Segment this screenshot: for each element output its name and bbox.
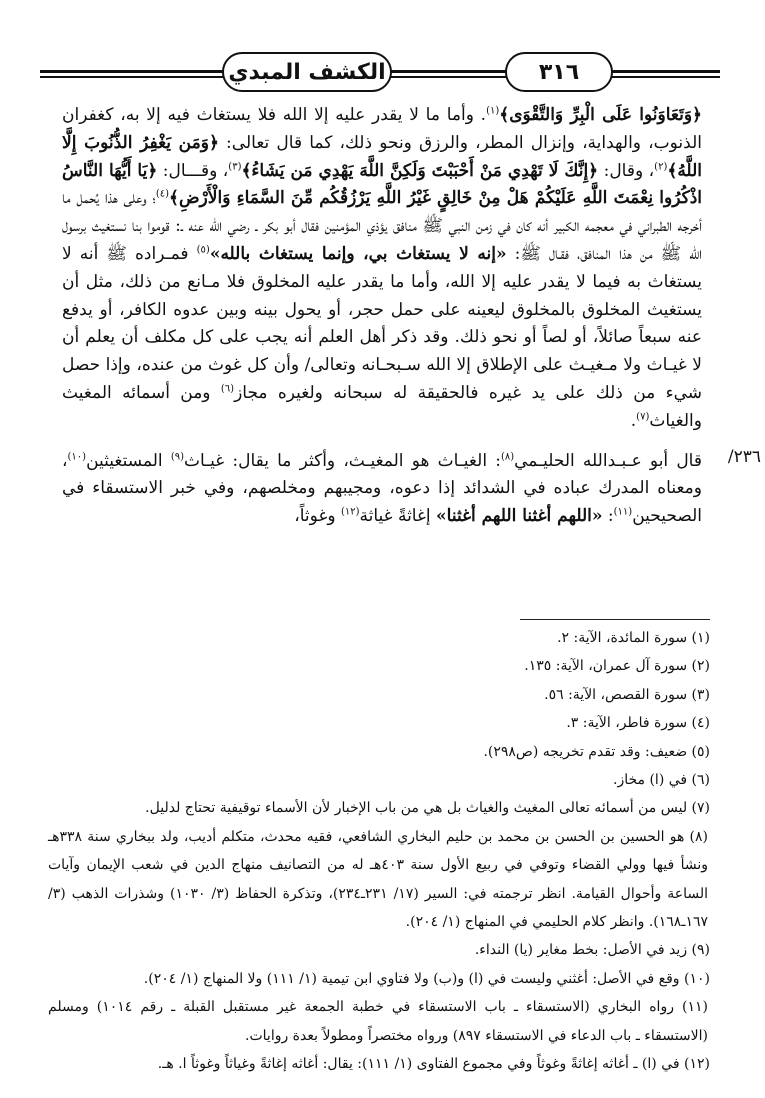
footnote-ref: (٩) [170, 450, 184, 462]
footnote-ref: (٦) [220, 383, 235, 395]
body-text: ، وقـــال: [157, 160, 229, 181]
footnote: (١٠) وقع في الأصل: أغثني وليست في (ا) و(ب) ولا فتاوي ابن تيمية (١/ ١١١) ولا المنهاج (١/ ٢٠٤). [143, 970, 710, 987]
footnote-ref: (٣) [228, 160, 242, 172]
footnote-separator [520, 619, 710, 620]
body-text: : [602, 506, 614, 527]
quran-verse: ﴿إِنَّكَ لَا تَهْدِي مَنْ أَحْبَبْتَ وَلَكِنَّ اللَّهَ يَهْدِي مَن يَشَاءُ﴾ [241, 160, 599, 181]
book-title: الكشف المبدي [222, 52, 392, 92]
footnote: (٥) ضعيف: وقد تقدم تخريجه (ص٢٩٨). [483, 743, 710, 760]
footnote: (٣) سورة القصص، الآية: ٥٦. [544, 686, 710, 703]
body-text: ، ومعناه المدرك عباده في الشدائد إذا دعوه، ومجيبهم ومخلصهم، وفي خبر الاستسقاء في الصحيحين [62, 450, 702, 527]
paragraph-2 [62, 448, 702, 531]
footnote: (٩) زيد في الأصل: بخط مغاير (يا) النداء. [474, 942, 710, 959]
footnotes [48, 624, 710, 1079]
footnote: (٨) هو الحسين بن الحسن بن محمد بن حليم البخاري الشافعي، فقيه محدث، متكلم أديب، ولد ببخاري سنة ٣٣٨هـ ونشأ فيها وولي القضاء وتوفي في ربيع الأول سنة ٤٠٣هـ له من التصانيف منهاج الدين في شعب الإيمان وآيات الساعة وأحوال القيامة. انظر ترجمته في: السير (١٧/ ٢٣١ـ٢٣٤)، وتذكرة الحفاظ (٣/ ١٠٣٠) وشذرات الذهب (٣/ ١٦٧ـ١٦٨). وانظر كلام الحليمي في المنهاج (١/ ٢٠٤). [48, 828, 709, 931]
paragraph-1 [62, 102, 702, 436]
body-text: . [630, 410, 637, 431]
footnote-ref: (٢) [654, 160, 668, 172]
footnote: (٦) في (ا) مخاز. [613, 772, 710, 789]
body-text: وغوثاً، [294, 506, 341, 527]
body-text: المستغيثين [86, 450, 171, 471]
quran-verse: ﴿وَتَعَاوَنُوا عَلَى الْبِرِّ وَالتَّقْوَى﴾ [499, 105, 702, 125]
body-text: فمـراده ﷺ أنه لا يستغاث به فيما لا يقدر عليه إلا الله، وأما ما يقدر عليه المخلوق فلا مـانع من ذلك، مثل أن يستغيث المخلوق بالمخلوق ليعينه على حمل حجر، أو يحول بينه وبين عدوه الكافر، أو يدفع عنه سبعاً صائلاً، أو لصاً أو نحو ذلك. وقد ذكر أهل العلم أنه يجب على كل مكلف أن يعلم أن لا غيـاث ولا مـغيـث على الإطلاق إلا الله سـبحـانه وتعالى/ وأن كل غوث من عنده، وإذا حصل شيء من ذلك على يد غيره فالحقيقة له سبحانه ولغيره مجاز [62, 243, 702, 403]
body-text: ؛ وعلى هذا يُحمل ما أخرجه الطبراني في معجمه الكبير أنه كان في زمن النبي ﷺ منافق يؤذي المؤمنين فقال أبو بكر ـ رضي الله عنه ـ: قوموا بنا نستغيث برسول الله ﷺ من هذا المنافق، فقـال ﷺ: [62, 188, 702, 264]
footnote-ref: (١١) [613, 506, 633, 518]
footnote: (٢) سورة آل عمران، الآية: ١٣٥. [524, 658, 710, 675]
footnote: (١) سورة المائدة، الآية: ٢. [557, 630, 710, 646]
main-text [62, 102, 702, 543]
body-text: ومن أسمائه المغيث والغياث [62, 382, 702, 431]
footnote-ref: (١٢) [340, 506, 360, 518]
body-text: . وأما ما لا يقدر عليه إلا الله فلا يستغاث فيه إلا به، كغفران الذنوب، والهداية، وإنزال المطر، والرزق ونحو ذلك، كما قال تعالى: [62, 105, 702, 153]
footnote: (١١) رواه البخاري (الاستسقاء ـ باب الاستسقاء في خطبة الجمعة غير مستقبل القبلة ـ رقم ١٠١٤) ومسلم (الاستسقاء ـ باب الدعاء في الاستسقاء ٨٩٧) ورواه مختصراً ومطولاً بعدة روايات. [48, 999, 708, 1044]
footnote: (٤) سورة فاطر، الآية: ٣. [566, 715, 710, 732]
footnote-ref: (٤) [155, 188, 170, 200]
footnote: (١٢) في (ا) ـ أغاثه إغاثةً وغوثاً وفي مجموع الفتاوى (١/ ١١١): يقال: أغاثه إغاثةً وغياثاً وغوثاً ا. هـ. [157, 1056, 710, 1073]
body-text: ، وقال: [598, 160, 655, 181]
footnote-ref: (٥) [196, 244, 210, 256]
hadith-quote: «اللهم أغثنا اللهم أغثنا» [436, 506, 603, 527]
footnote-ref: (١) [486, 105, 500, 117]
hadith-quote: «إنه لا يستغاث بي، وإنما يستغاث بالله» [209, 243, 507, 264]
footnote-ref: (٨) [500, 450, 515, 462]
body-text: : الغيـاث هو المغيـث، وأكثر ما يقال: غيـاث [184, 450, 501, 471]
manuscript-folio-mark: ٢٣٦/ [727, 447, 761, 467]
body-text: إغاثةً غياثة [359, 506, 437, 527]
quran-verse: ﴿وَمَن يَغْفِرُ الذُّنُوبَ إِلَّا اللَّهُ﴾ [62, 132, 702, 181]
page-number: ٣١٦ [505, 52, 613, 92]
footnote-ref: (٧) [636, 411, 650, 423]
footnote: (٧) ليس من أسمائه تعالى المغيث والغياث بل هي من باب الإخبار لأن الأسماء توقيفية تحتاج لدليل. [145, 800, 710, 817]
footnote-ref: (١٠) [67, 450, 87, 462]
body-text: قال أبو عـبـدالله الحليـمي [514, 450, 702, 471]
quran-verse: ﴿يَا أَيُّهَا النَّاسُ اذْكُرُوا نِعْمَتَ اللَّهِ عَلَيْكُمْ هَلْ مِنْ خَالِقٍ غَيْرُ اللَّهِ يَرْزُقُكُم مِّنَ السَّمَاءِ وَالْأَرْضِ﴾ [62, 160, 702, 209]
